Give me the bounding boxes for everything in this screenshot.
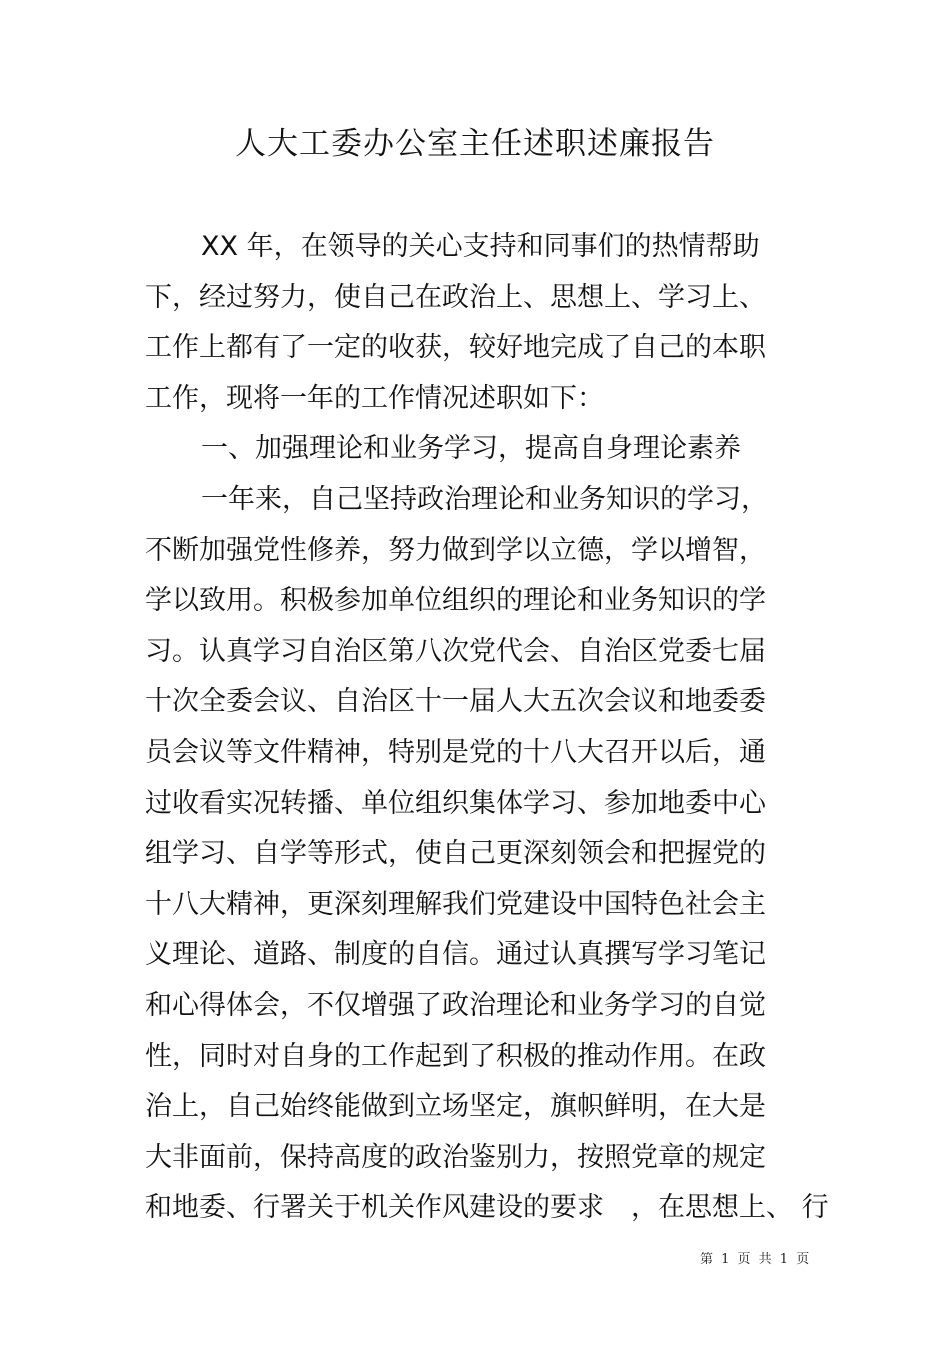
text-line: 过收看实况转播、单位组织集体学习、参加地委中心 [145,787,766,819]
text-line: 大非面前，保持高度的政治鉴别力，按照党章的规定 [145,1141,766,1173]
page-footer: 第 1 页 共 1 页 [700,1252,812,1267]
text-line: 和地委、行署关于机关作风建设的要求 ，在思想上、 行 [145,1192,829,1224]
document-title: 人大工委办公室主任述职述廉报告 [235,126,715,162]
text-line: 和心得体会，不仅增强了政治理论和业务学习的自觉 [145,989,766,1021]
text-line: 义理论、道路、制度的自信。通过认真撰写学习笔记 [145,939,766,971]
text-line: 性，同时对自身的工作起到了积极的推动作用。在政 [145,1040,766,1072]
text-line: 十次全委会议、自治区十一届人大五次会议和地委委 [145,686,766,718]
text-line: 学以致用。积极参加单位组织的理论和业务知识的学 [145,585,766,617]
text-line: 组学习、自学等形式，使自己更深刻领会和把握党的 [145,838,766,870]
text-line: 治上，自己始终能做到立场坚定，旗帜鲜明，在大是 [145,1091,766,1123]
text-line: 一年来，自己坚持政治理论和业务知识的学习， [201,483,768,515]
text-line: 工作上都有了一定的收获，较好地完成了自己的本职 [145,332,766,364]
text-line: 员会议等文件精神，特别是党的十八大召开以后，通 [145,736,766,768]
text-line: 十八大精神，更深刻理解我们党建设中国特色社会主 [145,888,766,920]
document-body [145,222,829,1234]
text-line: XX 年，在领导的关心支持和同事们的热情帮助 [201,231,760,262]
text-line: 不断加强党性修养，努力做到学以立德，学以增智， [145,534,766,566]
text-line: 下，经过努力，使自己在政治上、思想上、学习上、 [145,281,766,313]
text-line: 工作，现将一年的工作情况述职如下： [145,382,604,414]
section-heading: 一、加强理论和业务学习，提高自身理论素养 [201,433,741,465]
text-line: 习。认真学习自治区第八次党代会、自治区党委七届 [145,635,766,667]
